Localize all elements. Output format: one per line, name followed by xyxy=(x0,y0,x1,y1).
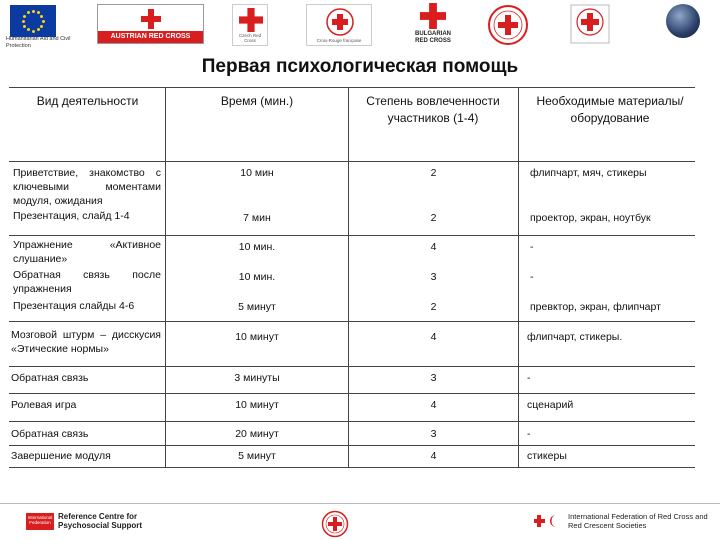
table-border-top xyxy=(9,87,695,88)
eu-caption: Humanitarian Aid and Civil Protection xyxy=(6,36,71,49)
table-cell-involvement: 3 xyxy=(430,428,437,440)
table-cell-materials: - xyxy=(527,428,531,440)
table-cell-time: 7 мин xyxy=(243,212,271,224)
ref-box-caption: International Federation xyxy=(27,515,53,525)
red-cross-icon xyxy=(239,8,263,32)
table-cell-time: 10 мин. xyxy=(238,241,276,253)
table-cell-activity: Обратная связь xyxy=(11,372,89,384)
table-cell-materials: - xyxy=(530,271,534,283)
austrian-red-cross-label: AUSTRIAN RED CROSS xyxy=(98,31,203,43)
red-cross-icon xyxy=(141,9,161,29)
table-cell-activity: Завершение модуля xyxy=(11,450,111,462)
table-row-divider xyxy=(9,445,695,446)
table-row-divider xyxy=(9,235,695,236)
table-cell-activity: Обратная связь после упражнения xyxy=(13,269,161,295)
red-cross-circle-icon xyxy=(321,510,349,538)
table-cell-time: 3 минуты xyxy=(234,372,280,384)
table-cell-materials: сценарий xyxy=(527,399,574,411)
table-cell-materials: флипчарт, стикеры. xyxy=(527,331,623,343)
table-row-divider xyxy=(9,421,695,422)
header-materials: Необходимые материалы/оборудование xyxy=(536,94,684,125)
table-cell-involvement: 4 xyxy=(430,450,437,462)
czech-red-cross-caption: Czech Red Cross xyxy=(238,33,262,43)
globe-logo xyxy=(666,4,700,38)
czech-red-cross-logo xyxy=(232,4,268,46)
bulgarian-red-cross-logo xyxy=(408,3,458,45)
table-cell-time: 20 минут xyxy=(235,428,279,440)
reference-centre-label: Reference Centre for Psychosocial Support xyxy=(58,512,143,530)
header-involvement: Степень вовлеченности участников (1-4) xyxy=(366,94,500,125)
table-cell-materials: проектор, экран, ноутбук xyxy=(530,212,651,224)
table-cell-involvement: 2 xyxy=(430,167,437,179)
table-cell-activity: Приветствие, знакомство с ключевыми моментами модуля, ожидания xyxy=(13,167,161,207)
table-cell-involvement: 4 xyxy=(430,241,437,253)
table-cell-time: 10 минут xyxy=(235,331,279,343)
table-cell-involvement: 4 xyxy=(430,331,437,343)
eu-star-icon xyxy=(37,11,40,14)
eu-star-icon xyxy=(40,15,43,18)
red-cross-crescent-icon xyxy=(534,514,564,528)
ribbon-red-cross-logo xyxy=(306,4,372,46)
eu-star-icon xyxy=(23,15,26,18)
ribbon-caption: Croix-Rouge française xyxy=(316,38,362,43)
table-cell-involvement: 2 xyxy=(430,212,437,224)
red-cross-badge-icon xyxy=(570,4,610,44)
footer-divider xyxy=(0,503,720,504)
table-cell-activity: Упражнение «Активное слушание» xyxy=(13,239,161,265)
header-time: Время (мин.) xyxy=(220,94,294,108)
eu-star-icon xyxy=(32,30,35,33)
table-cell-materials: флипчарт, мяч, стикеры xyxy=(530,167,647,179)
ifrc-label: International Federation of Red Cross and Red Crescent Societies xyxy=(568,512,708,530)
eu-star-icon xyxy=(27,28,30,31)
table-cell-activity: Ролевая игра xyxy=(11,399,77,411)
eu-star-icon xyxy=(27,11,30,14)
eu-star-icon xyxy=(42,20,45,23)
table-cell-activity: Презентация, слайд 1-4 xyxy=(13,210,130,222)
red-cross-circle-icon xyxy=(322,7,358,37)
eu-star-icon xyxy=(32,10,35,13)
bulgarian-red-cross-label: BULGARIAN RED CROSS xyxy=(415,31,451,44)
table-row-divider xyxy=(9,393,695,394)
table-cell-involvement: 3 xyxy=(430,372,437,384)
table-cell-materials: превктор, экран, флипчарт xyxy=(530,301,661,313)
table-cell-involvement: 4 xyxy=(430,399,437,411)
table-cell-materials: стикеры xyxy=(527,450,567,462)
table-cell-time: 10 мин xyxy=(240,167,274,179)
table-cell-activity: Обратная связь xyxy=(11,428,89,440)
eu-star-icon xyxy=(40,25,43,28)
table-cell-involvement: 3 xyxy=(430,271,437,283)
table-cell-time: 5 минут xyxy=(238,450,276,462)
red-cross-circle-icon xyxy=(487,4,529,46)
red-cross-icon xyxy=(420,3,446,29)
table-row-divider xyxy=(9,321,695,322)
table-cell-time: 10 мин. xyxy=(238,271,276,283)
table-cell-activity: Презентация слайды 4-6 xyxy=(13,300,135,312)
table-cell-time: 10 минут xyxy=(235,399,279,411)
eu-star-icon xyxy=(23,25,26,28)
table-border-bottom xyxy=(9,467,695,468)
table-header-divider xyxy=(9,161,695,162)
page-title: Первая психологическая помощь xyxy=(201,56,519,77)
table-row-divider xyxy=(9,366,695,367)
table-cell-materials: - xyxy=(530,241,534,253)
eu-star-icon xyxy=(37,28,40,31)
ifrc-ref-logo xyxy=(26,513,54,530)
table-cell-involvement: 2 xyxy=(430,301,437,313)
austrian-red-cross-logo xyxy=(97,4,204,44)
table-cell-activity: Мозговой штурм – дисскусия «Этические нормы» xyxy=(11,329,161,355)
table-cell-time: 5 минут xyxy=(238,301,276,313)
table-column-divider xyxy=(518,88,519,468)
eu-flag-logo xyxy=(10,5,56,37)
header-activity: Вид деятельности xyxy=(36,94,139,108)
eu-star-icon xyxy=(22,20,25,23)
table-cell-materials: - xyxy=(527,372,531,384)
